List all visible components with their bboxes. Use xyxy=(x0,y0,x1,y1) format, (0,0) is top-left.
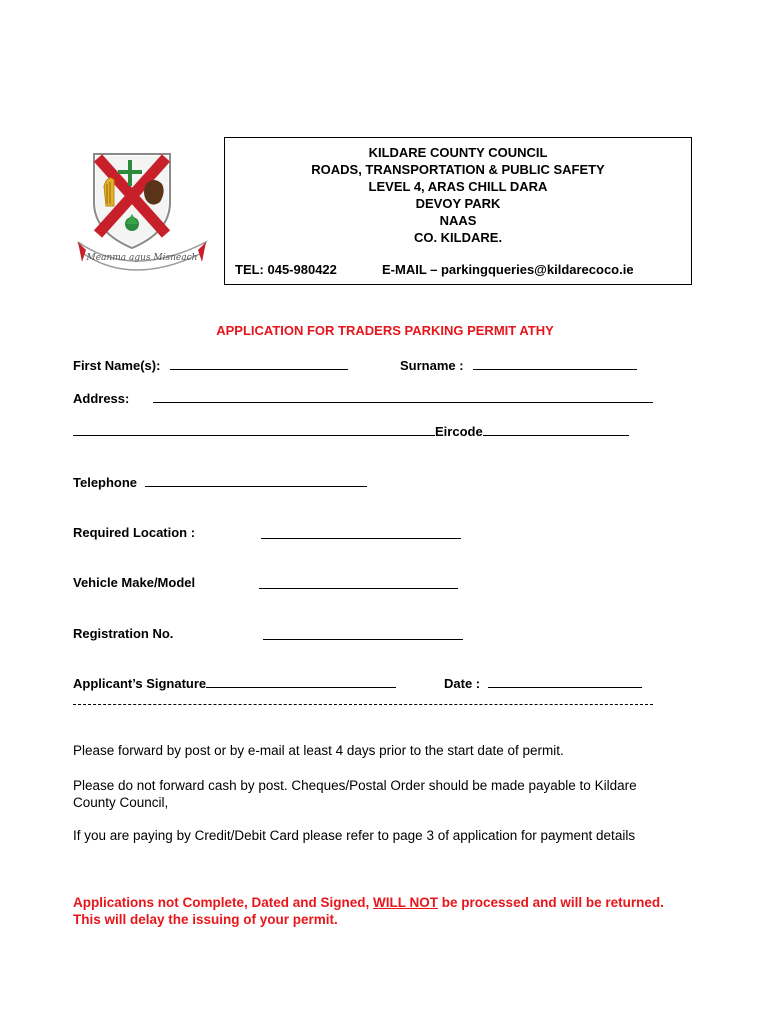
first-name-label: First Name(s): xyxy=(73,358,161,373)
vehicle-label: Vehicle Make/Model xyxy=(73,575,196,590)
eircode-field[interactable] xyxy=(483,424,629,436)
crest-motto: Meanma agus Misneach xyxy=(86,253,198,263)
date-label: Date : xyxy=(444,676,481,691)
telephone-row xyxy=(73,475,367,490)
note-card: If you are paying by Credit/Debit Card please refer to page 3 of application for payment details xyxy=(73,828,636,843)
address-field-line-2[interactable] xyxy=(73,424,435,436)
warning-emphasis: WILL NOT xyxy=(373,895,439,910)
vehicle-row xyxy=(73,575,195,590)
council-address-lines xyxy=(225,144,691,246)
location-field[interactable] xyxy=(261,527,461,539)
county-crest-icon xyxy=(72,150,212,276)
council-email: E-MAIL – parkingqueries@kildarecoco.ie xyxy=(382,262,634,277)
registration-field[interactable] xyxy=(263,628,463,640)
first-name-row xyxy=(73,358,348,373)
incomplete-warning xyxy=(73,894,673,928)
registration-label: Registration No. xyxy=(73,626,174,641)
council-name: KILDARE COUNTY COUNCIL xyxy=(368,145,548,160)
address-row xyxy=(73,391,653,406)
council-town: NAAS xyxy=(439,213,477,228)
warning-text-end: be processed and will be returned. This will delay the issuing of your permit. xyxy=(73,895,664,927)
date-row xyxy=(444,676,642,691)
eircode-label: Eircode xyxy=(435,424,483,439)
vehicle-field[interactable] xyxy=(259,577,458,589)
address-eircode-row xyxy=(73,424,629,439)
signature-row xyxy=(73,676,396,691)
warning-text-start: Applications not Complete, Dated and Signed, xyxy=(73,895,374,910)
note-cash: Please do not forward cash by post. Cheques/Postal Order should be made payable to Kildare County Council, xyxy=(73,778,637,810)
telephone-label: Telephone xyxy=(73,475,138,490)
telephone-field[interactable] xyxy=(145,475,367,487)
council-department: ROADS, TRANSPORTATION & PUBLIC SAFETY xyxy=(311,162,605,177)
location-label: Required Location : xyxy=(73,525,196,540)
surname-row xyxy=(400,358,637,373)
council-county: CO. KILDARE. xyxy=(413,230,503,245)
surname-field[interactable] xyxy=(473,358,637,370)
council-level: LEVEL 4, ARAS CHILL DARA xyxy=(368,179,548,194)
form-title: APPLICATION FOR TRADERS PARKING PERMIT ATHY xyxy=(216,323,554,338)
registration-row xyxy=(73,626,173,641)
address-label: Address: xyxy=(73,391,130,406)
section-divider xyxy=(73,704,653,705)
location-row xyxy=(73,525,195,540)
council-telephone: TEL: 045-980422 xyxy=(235,262,337,277)
signature-field[interactable] xyxy=(206,676,396,688)
address-field-line-1[interactable] xyxy=(153,391,653,403)
council-street: DEVOY PARK xyxy=(415,196,501,211)
council-address-box xyxy=(224,137,692,285)
date-field[interactable] xyxy=(488,676,642,688)
surname-label: Surname : xyxy=(400,358,464,373)
signature-label: Applicant’s Signature xyxy=(73,676,207,691)
note-forward: Please forward by post or by e-mail at least 4 days prior to the start date of permit. xyxy=(73,743,564,758)
first-name-field[interactable] xyxy=(170,358,348,370)
